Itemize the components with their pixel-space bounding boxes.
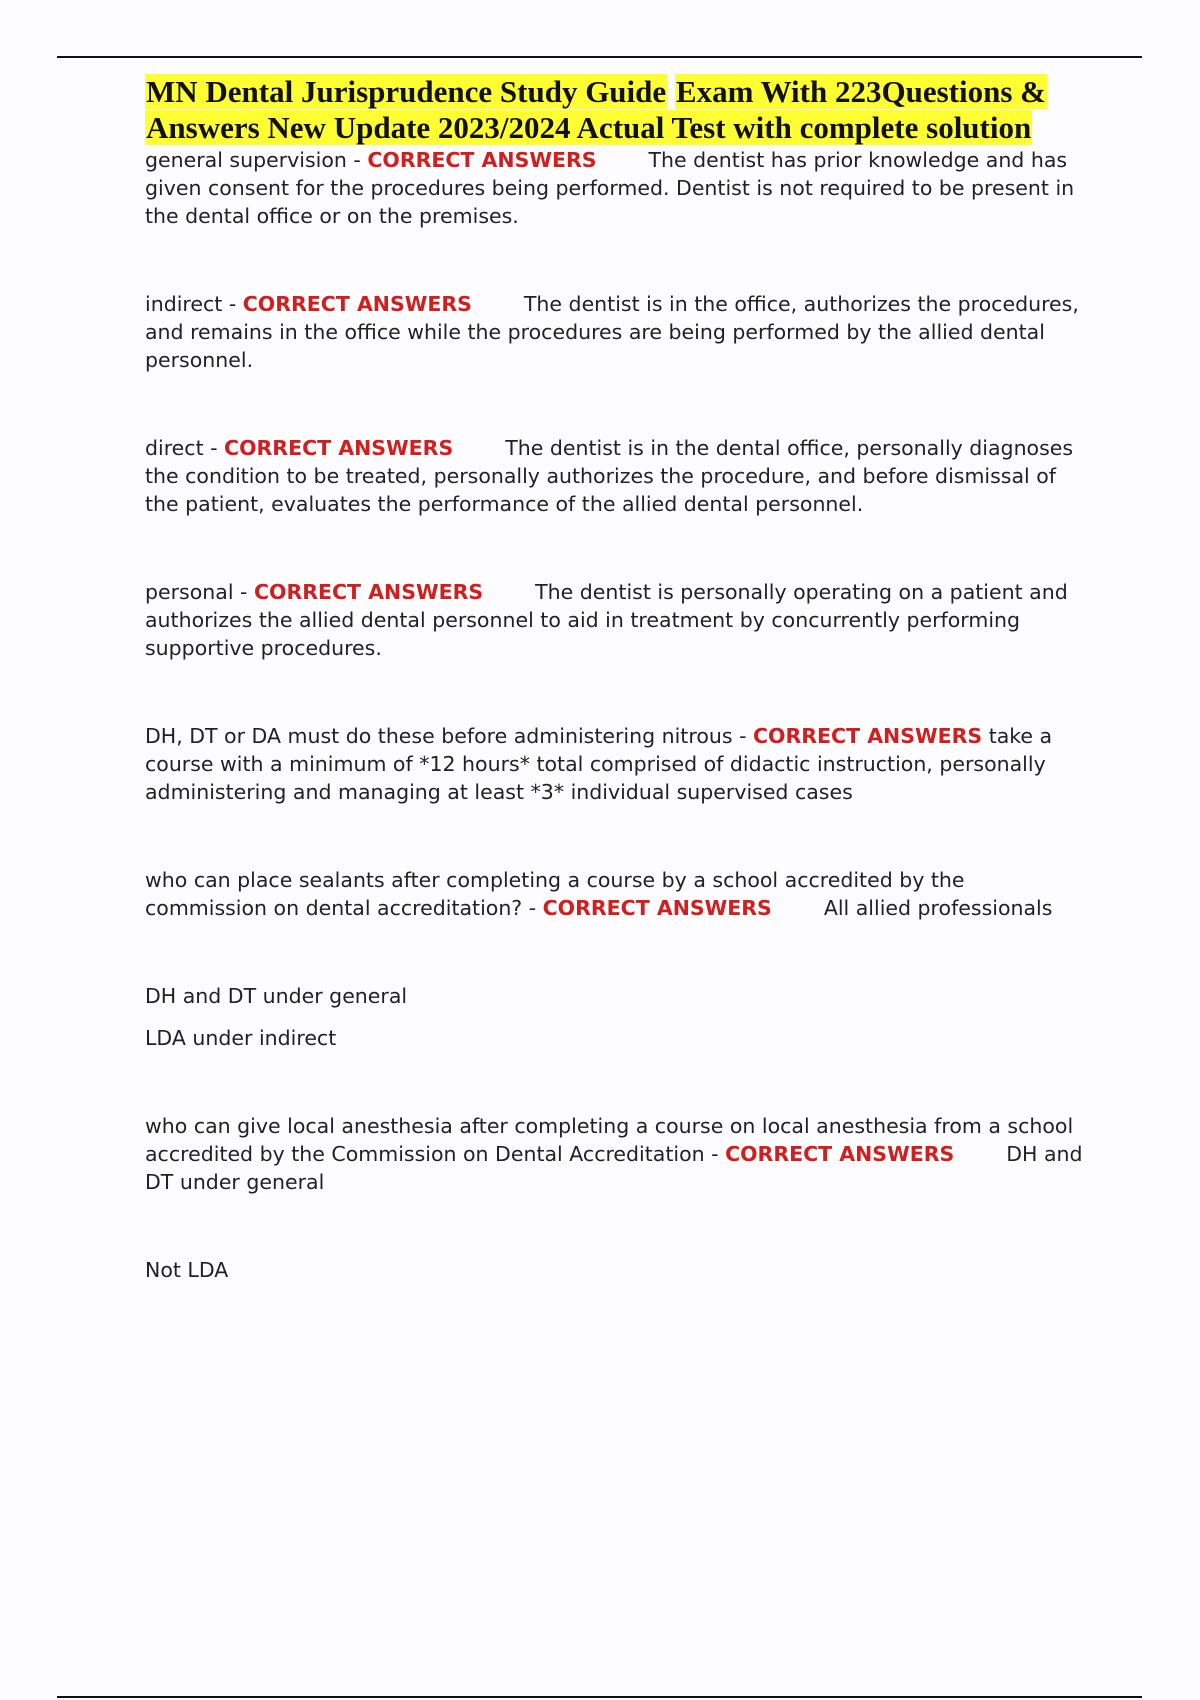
correct-answers-tag: CORRECT ANSWERS [367, 148, 597, 172]
separator: - [704, 1142, 726, 1166]
qa-item [145, 866, 1085, 922]
correct-answers-tag: CORRECT ANSWERS [752, 724, 983, 748]
bottom-rule [57, 1696, 1142, 1698]
answer-text: DH and DT under general [145, 1142, 1083, 1194]
extra-line: LDA under indirect [145, 1026, 337, 1050]
question-text: who can give local anesthesia after completing a course on local anesthesia from a school accredited by the Commission on Dental Accreditation [145, 1114, 1074, 1166]
answer-text: All allied professionals [823, 896, 1053, 920]
correct-answers-tag: CORRECT ANSWERS [253, 580, 484, 604]
correct-answers-tag: CORRECT ANSWERS [224, 436, 454, 460]
separator: - [222, 292, 243, 316]
question-text: direct [145, 436, 204, 460]
qa-item [145, 578, 1085, 662]
question-text: who can place sealants after completing a course by a school accredited by the commission on dental accreditation? [145, 868, 965, 920]
answer-text: The dentist is in the dental office, personally diagnoses the condition to be treated, personally authorizes the procedure, and before dismissal of the patient, evaluates the performance of the allied dental personnel. [145, 436, 1074, 516]
question-text: personal [145, 580, 234, 604]
correct-answers-tag: CORRECT ANSWERS [242, 292, 472, 316]
qa-item [145, 722, 1085, 806]
document-content [145, 74, 1085, 1284]
correct-answers-tag: CORRECT ANSWERS [542, 896, 772, 920]
separator: - [522, 896, 543, 920]
qa-item [145, 434, 1085, 518]
extra-line: DH and DT under general [145, 984, 408, 1008]
top-rule [57, 56, 1142, 58]
separator: - [346, 148, 368, 172]
title-line1-part2: Exam With 223Questions & [675, 74, 1046, 109]
question-text: DH, DT or DA must do these before administering nitrous [145, 724, 733, 748]
answer-text: take a course with a minimum of *12 hours* total comprised of didactic instruction, personally administering and managing at least *3* individual supervised cases [145, 724, 1053, 804]
qa-item [145, 146, 1085, 230]
title-line2: Answers New Update 2023/2024 Actual Test with complete solution [146, 110, 1032, 145]
separator: - [203, 436, 225, 460]
qa-item [145, 1112, 1085, 1196]
question-text: indirect [145, 292, 223, 316]
answer-text: The dentist is in the office, authorizes the procedures, and remains in the office while the procedures are being performed by the allied dental personnel. [145, 292, 1079, 372]
correct-answers-tag: CORRECT ANSWERS [725, 1142, 955, 1166]
answer-text: The dentist is personally operating on a patient and authorizes the allied dental personnel to aid in treatment by concurrently performing supportive procedures. [145, 580, 1068, 660]
separator: - [732, 724, 753, 748]
separator: - [233, 580, 254, 604]
question-text: general supervision [145, 148, 347, 172]
qa-item [145, 290, 1085, 374]
document-title [145, 74, 1085, 146]
title-line1-part1: MN Dental Jurisprudence Study Guide [146, 74, 667, 109]
extra-line: Not LDA [145, 1258, 229, 1282]
answer-text: The dentist has prior knowledge and has given consent for the procedures being performed. Dentist is not required to be present in the dental office or on the premises. [145, 148, 1075, 228]
